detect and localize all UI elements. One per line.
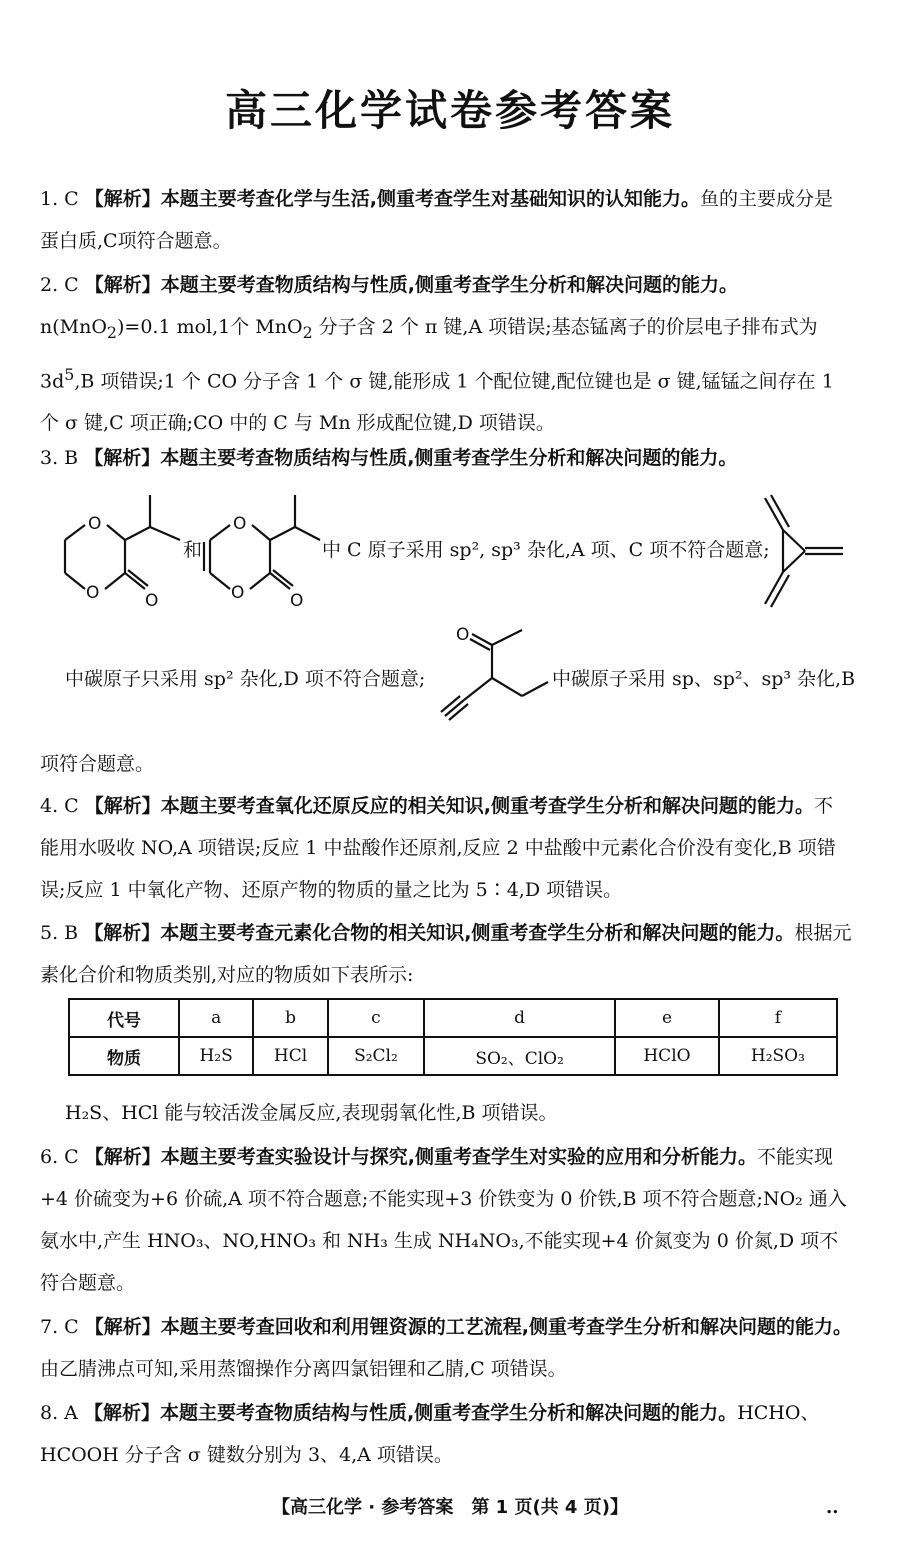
molecule-dioxanone bbox=[55, 485, 185, 619]
table-header-code: 代号 bbox=[69, 999, 179, 1037]
table-cell: f bbox=[719, 999, 837, 1037]
oxygen-label: O bbox=[86, 583, 100, 603]
oxygen-label: O bbox=[145, 591, 159, 611]
and-word: 和 bbox=[183, 539, 203, 561]
table-row bbox=[69, 999, 837, 1037]
table-cell: HClO bbox=[615, 1037, 719, 1075]
table-cell: b bbox=[253, 999, 327, 1037]
oxygen-label: O bbox=[88, 514, 102, 534]
table-cell: e bbox=[615, 999, 719, 1037]
table-cell: c bbox=[328, 999, 424, 1037]
molecule-dioxinone bbox=[200, 485, 330, 619]
page-footer: 【高三化学 · 参考答案 第 1 页(共 4 页)】 bbox=[272, 1497, 628, 1518]
table-cell: H₂S bbox=[179, 1037, 253, 1075]
table-row bbox=[69, 1037, 837, 1075]
oxygen-label: O bbox=[233, 514, 247, 534]
q3-line1: 中 C 原子采用 sp², sp³ 杂化,A 项、C 项不符合题意; bbox=[322, 539, 770, 561]
answer-8: 8. A 【解析】本题主要考查物质结构与性质,侧重考查学生分析和解决问题的能力。HCHO、HCOOH 分子含 σ 键数分别为 3、4,A 项错误。 bbox=[40, 1402, 820, 1466]
page-title: 高三化学试卷参考答案 bbox=[224, 86, 675, 135]
oxygen-label: O bbox=[231, 583, 245, 603]
table-cell: HCl bbox=[253, 1037, 327, 1075]
answer-3: 3. B 【解析】本题主要考查物质结构与性质,侧重考查学生分析和解决问题的能力。 bbox=[40, 447, 738, 469]
molecule-trimethylenecyclopropane bbox=[755, 490, 855, 619]
table-cell: SO₂、ClO₂ bbox=[424, 1037, 615, 1075]
molecule-alkynyl-ketone bbox=[440, 620, 555, 734]
answer-2: 2. C 【解析】本题主要考查物质结构与性质,侧重考查学生分析和解决问题的能力。n(MnO$_2$)=0.1 mol,1个 MnO$_2$ 分子含 2 个 π 键,A 项错误;基态锰离子的价层电子排布式为 $3d^5,B$ 项错误;1 个 CO 分子含 1 个 σ 键,能形成 1 个配位键,配位键也是 σ 键,锰锰之间存在 1 个 σ 键,C 项正确;CO 中的 C 与 Mn 形成配位键,D 项错误。 bbox=[40, 274, 834, 435]
q5-after-table: H₂S、HCl 能与较活泼金属反应,表现弱氧化性,B 项错误。 bbox=[65, 1102, 558, 1124]
q3-line4: 项符合题意。 bbox=[40, 753, 155, 775]
answer-1: 1. C 【解析】本题主要考查化学与生活,侧重考查学生对基础知识的认知能力。鱼的主要成分是蛋白质,C项符合题意。 bbox=[40, 188, 834, 252]
table-cell: H₂SO₃ bbox=[719, 1037, 837, 1075]
oxygen-label: O bbox=[290, 591, 304, 611]
table-cell: S₂Cl₂ bbox=[328, 1037, 424, 1075]
q3-line2: 中碳原子只采用 sp² 杂化,D 项不符合题意; bbox=[65, 668, 426, 690]
answer-5: 5. B 【解析】本题主要考查元素化合物的相关知识,侧重考查学生分析和解决问题的能力。根据元素化合价和物质类别,对应的物质如下表所示: bbox=[40, 922, 852, 986]
answer-6: 6. C 【解析】本题主要考查实验设计与探究,侧重考查学生对实验的应用和分析能力。不能实现+4 价硫变为+6 价硫,A 项不符合题意;不能实现+3 价铁变为 0 价铁,B 项不符合题意;NO₂ 通入氨水中,产生 HNO₃、NO,HNO₃ 和 NH₃ 生成 NH₄NO₃,不能实现+4 价氮变为 0 价氮,D 项不符合题意。 bbox=[40, 1146, 847, 1294]
answer-4: 4. C 【解析】本题主要考查氧化还原反应的相关知识,侧重考查学生分析和解决问题的能力。不能用水吸收 NO,A 项错误;反应 1 中盐酸作还原剂,反应 2 中盐酸中元素化合价没有变化,B 项错误;反应 1 中氧化产物、还原产物的物质的量之比为 5∶4,D 项错误。 bbox=[40, 795, 836, 901]
answer-7: 7. C 【解析】本题主要考查回收和利用锂资源的工艺流程,侧重考查学生分析和解决问题的能力。由乙腈沸点可知,采用蒸馏操作分离四氯铝锂和乙腈,C 项错误。 bbox=[40, 1316, 853, 1380]
corner-mark: .. bbox=[826, 1497, 839, 1518]
table-cell: a bbox=[179, 999, 253, 1037]
table-header-substance: 物质 bbox=[69, 1037, 179, 1075]
substance-table bbox=[68, 998, 838, 1076]
oxygen-label: O bbox=[456, 625, 470, 645]
q3-line3: 中碳原子采用 sp、sp²、sp³ 杂化,B bbox=[552, 668, 856, 690]
table-cell: d bbox=[424, 999, 615, 1037]
